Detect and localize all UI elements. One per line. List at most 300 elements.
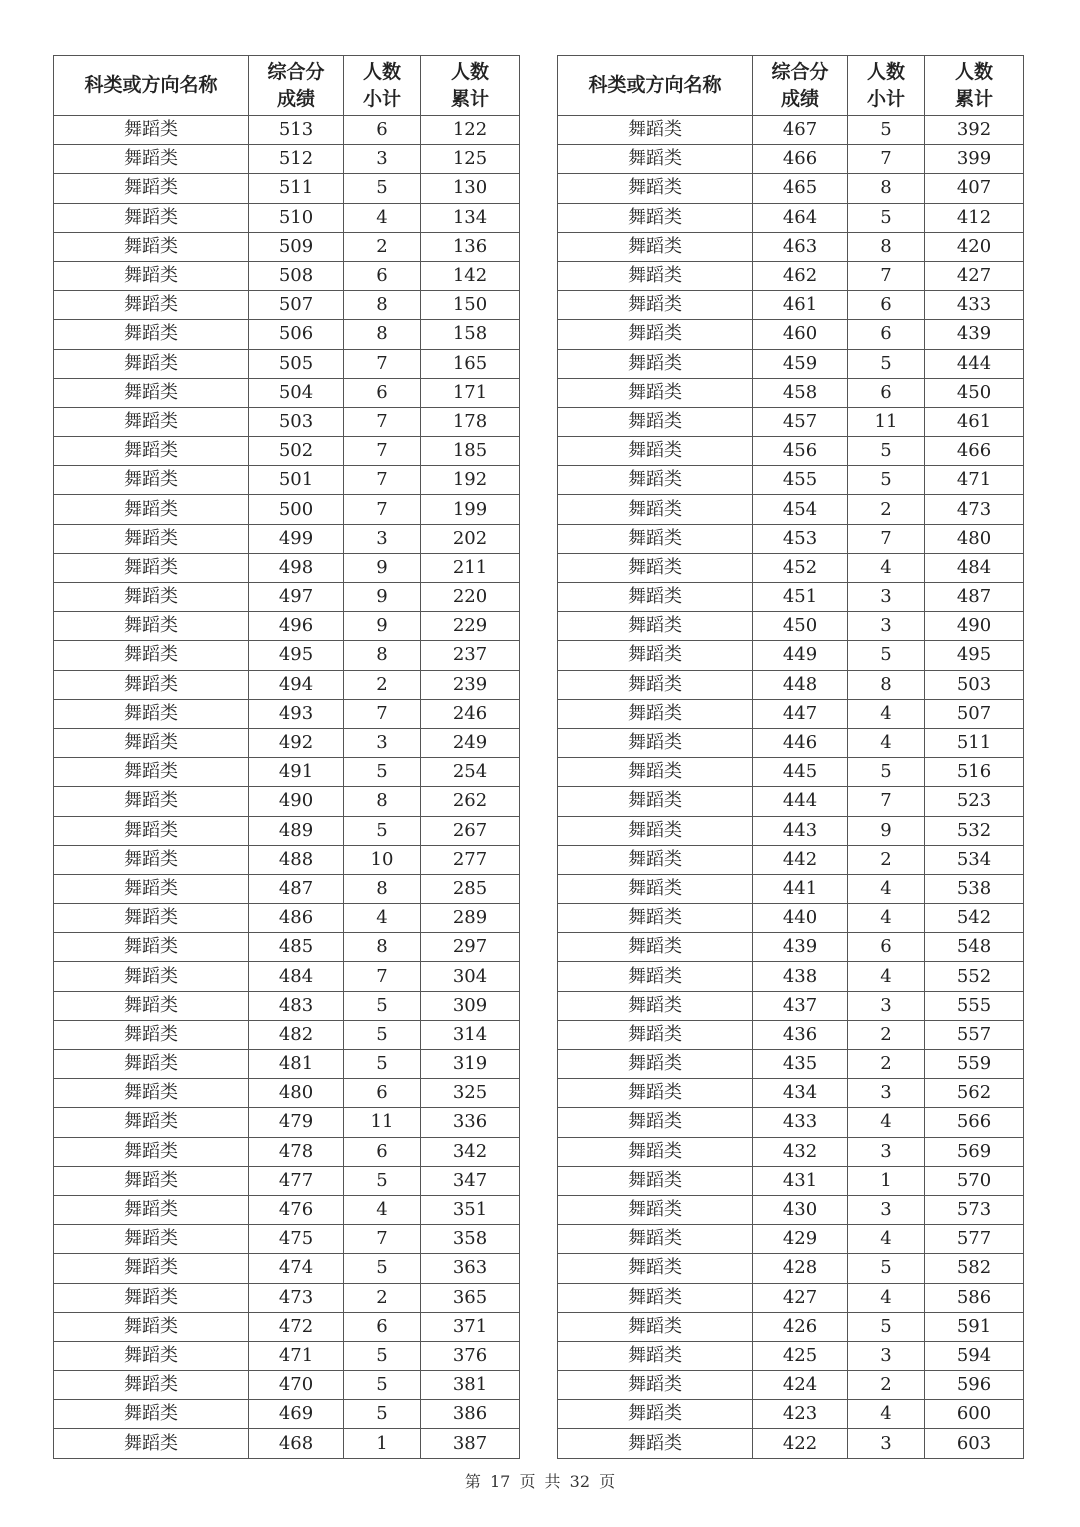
cell-cumulative: 487 bbox=[925, 583, 1024, 612]
cell-subtotal: 2 bbox=[848, 495, 925, 524]
cell-name: 舞蹈类 bbox=[558, 904, 753, 933]
table-row bbox=[54, 699, 520, 728]
cell-score: 461 bbox=[753, 291, 848, 320]
cell-cumulative: 507 bbox=[925, 699, 1024, 728]
cell-score: 431 bbox=[753, 1166, 848, 1195]
cell-cumulative: 484 bbox=[925, 553, 1024, 582]
cell-score: 430 bbox=[753, 1195, 848, 1224]
cell-name: 舞蹈类 bbox=[558, 728, 753, 757]
page-footer bbox=[0, 1469, 1080, 1492]
cell-name: 舞蹈类 bbox=[54, 349, 249, 378]
table-row bbox=[54, 203, 520, 232]
cell-score: 445 bbox=[753, 758, 848, 787]
header-name-text: 科类或方向名称 bbox=[84, 74, 218, 96]
header-score-line2: 成绩 bbox=[276, 87, 315, 110]
cell-subtotal: 5 bbox=[848, 466, 925, 495]
cell-name: 舞蹈类 bbox=[54, 933, 249, 962]
cell-cumulative: 165 bbox=[421, 349, 520, 378]
cell-score: 427 bbox=[753, 1283, 848, 1312]
cell-name: 舞蹈类 bbox=[558, 1108, 753, 1137]
header-subtotal bbox=[344, 56, 421, 116]
cell-subtotal: 5 bbox=[848, 641, 925, 670]
cell-subtotal: 5 bbox=[344, 1020, 421, 1049]
cell-name: 舞蹈类 bbox=[558, 1341, 753, 1370]
cell-subtotal: 5 bbox=[848, 349, 925, 378]
cell-name: 舞蹈类 bbox=[558, 466, 753, 495]
cell-cumulative: 158 bbox=[421, 320, 520, 349]
table-row bbox=[54, 758, 520, 787]
cell-name: 舞蹈类 bbox=[558, 699, 753, 728]
cell-subtotal: 3 bbox=[344, 524, 421, 553]
cell-subtotal: 5 bbox=[344, 1400, 421, 1429]
cell-score: 422 bbox=[753, 1429, 848, 1458]
cell-name: 舞蹈类 bbox=[54, 728, 249, 757]
cell-name: 舞蹈类 bbox=[558, 1283, 753, 1312]
cell-name: 舞蹈类 bbox=[558, 787, 753, 816]
cell-subtotal: 7 bbox=[344, 1225, 421, 1254]
cell-subtotal: 7 bbox=[344, 349, 421, 378]
table-row bbox=[558, 1225, 1024, 1254]
table-row bbox=[558, 1108, 1024, 1137]
cell-score: 498 bbox=[249, 553, 344, 582]
cell-cumulative: 582 bbox=[925, 1254, 1024, 1283]
cell-score: 489 bbox=[249, 816, 344, 845]
cell-name: 舞蹈类 bbox=[54, 845, 249, 874]
header-subtotal-line2: 小计 bbox=[362, 87, 401, 110]
table-row bbox=[558, 1020, 1024, 1049]
cell-subtotal: 8 bbox=[848, 232, 925, 261]
cell-cumulative: 480 bbox=[925, 524, 1024, 553]
cell-score: 459 bbox=[753, 349, 848, 378]
cell-score: 500 bbox=[249, 495, 344, 524]
cell-cumulative: 466 bbox=[925, 437, 1024, 466]
cell-subtotal: 6 bbox=[344, 261, 421, 290]
cell-subtotal: 7 bbox=[848, 261, 925, 290]
cell-name: 舞蹈类 bbox=[558, 437, 753, 466]
cell-score: 494 bbox=[249, 670, 344, 699]
cell-cumulative: 450 bbox=[925, 378, 1024, 407]
cell-subtotal: 1 bbox=[848, 1166, 925, 1195]
cell-name: 舞蹈类 bbox=[54, 1225, 249, 1254]
header-subtotal bbox=[848, 56, 925, 116]
cell-cumulative: 178 bbox=[421, 407, 520, 436]
cell-score: 428 bbox=[753, 1254, 848, 1283]
header-score bbox=[249, 56, 344, 116]
table-row bbox=[54, 466, 520, 495]
cell-subtotal: 5 bbox=[848, 116, 925, 145]
cell-score: 437 bbox=[753, 991, 848, 1020]
cell-name: 舞蹈类 bbox=[54, 145, 249, 174]
cell-score: 467 bbox=[753, 116, 848, 145]
cell-score: 473 bbox=[249, 1283, 344, 1312]
table-row bbox=[558, 261, 1024, 290]
cell-name: 舞蹈类 bbox=[558, 1400, 753, 1429]
cell-name: 舞蹈类 bbox=[54, 1371, 249, 1400]
cell-name: 舞蹈类 bbox=[558, 612, 753, 641]
footer-suffix: 页 bbox=[599, 1472, 616, 1491]
cell-name: 舞蹈类 bbox=[54, 466, 249, 495]
cell-name: 舞蹈类 bbox=[54, 1312, 249, 1341]
cell-subtotal: 8 bbox=[344, 641, 421, 670]
cell-subtotal: 5 bbox=[344, 816, 421, 845]
cell-name: 舞蹈类 bbox=[558, 670, 753, 699]
cell-subtotal: 4 bbox=[848, 728, 925, 757]
cell-subtotal: 3 bbox=[848, 1195, 925, 1224]
table-row bbox=[558, 758, 1024, 787]
cell-name: 舞蹈类 bbox=[558, 291, 753, 320]
cell-score: 469 bbox=[249, 1400, 344, 1429]
cell-name: 舞蹈类 bbox=[558, 845, 753, 874]
table-row bbox=[54, 845, 520, 874]
table-row bbox=[54, 261, 520, 290]
cell-score: 512 bbox=[249, 145, 344, 174]
cell-score: 436 bbox=[753, 1020, 848, 1049]
cell-name: 舞蹈类 bbox=[558, 641, 753, 670]
cell-subtotal: 6 bbox=[344, 378, 421, 407]
cell-name: 舞蹈类 bbox=[54, 174, 249, 203]
cell-subtotal: 7 bbox=[344, 466, 421, 495]
cell-score: 438 bbox=[753, 962, 848, 991]
table-row bbox=[558, 232, 1024, 261]
cell-score: 463 bbox=[753, 232, 848, 261]
cell-subtotal: 8 bbox=[344, 320, 421, 349]
cell-score: 452 bbox=[753, 553, 848, 582]
cell-cumulative: 538 bbox=[925, 874, 1024, 903]
table-row bbox=[54, 553, 520, 582]
table-row bbox=[558, 845, 1024, 874]
cell-subtotal: 5 bbox=[344, 1371, 421, 1400]
cell-subtotal: 8 bbox=[848, 670, 925, 699]
cell-cumulative: 516 bbox=[925, 758, 1024, 787]
cell-score: 460 bbox=[753, 320, 848, 349]
table-body-left bbox=[54, 116, 520, 1459]
cell-name: 舞蹈类 bbox=[54, 291, 249, 320]
cell-score: 468 bbox=[249, 1429, 344, 1458]
cell-name: 舞蹈类 bbox=[558, 874, 753, 903]
cell-subtotal: 4 bbox=[848, 904, 925, 933]
table-row bbox=[54, 378, 520, 407]
cell-subtotal: 4 bbox=[848, 553, 925, 582]
table-row bbox=[558, 641, 1024, 670]
cell-subtotal: 5 bbox=[848, 758, 925, 787]
cell-score: 439 bbox=[753, 933, 848, 962]
table-row bbox=[558, 291, 1024, 320]
cell-score: 451 bbox=[753, 583, 848, 612]
cell-score: 440 bbox=[753, 904, 848, 933]
cell-score: 426 bbox=[753, 1312, 848, 1341]
cell-cumulative: 309 bbox=[421, 991, 520, 1020]
cell-score: 465 bbox=[753, 174, 848, 203]
header-subtotal-line1: 人数 bbox=[362, 60, 401, 83]
cell-score: 476 bbox=[249, 1195, 344, 1224]
cell-subtotal: 7 bbox=[344, 407, 421, 436]
cell-score: 483 bbox=[249, 991, 344, 1020]
cell-subtotal: 10 bbox=[344, 845, 421, 874]
cell-subtotal: 7 bbox=[344, 437, 421, 466]
cell-score: 466 bbox=[753, 145, 848, 174]
cell-cumulative: 136 bbox=[421, 232, 520, 261]
cell-cumulative: 376 bbox=[421, 1341, 520, 1370]
cell-name: 舞蹈类 bbox=[54, 320, 249, 349]
cell-subtotal: 11 bbox=[344, 1108, 421, 1137]
cell-name: 舞蹈类 bbox=[54, 524, 249, 553]
cell-cumulative: 325 bbox=[421, 1079, 520, 1108]
cell-cumulative: 347 bbox=[421, 1166, 520, 1195]
cell-name: 舞蹈类 bbox=[54, 378, 249, 407]
table-row bbox=[558, 1312, 1024, 1341]
table-row bbox=[54, 145, 520, 174]
table-row bbox=[558, 116, 1024, 145]
cell-score: 505 bbox=[249, 349, 344, 378]
table-row bbox=[54, 816, 520, 845]
cell-subtotal: 4 bbox=[848, 699, 925, 728]
cell-subtotal: 3 bbox=[848, 583, 925, 612]
cell-subtotal: 4 bbox=[848, 962, 925, 991]
table-row bbox=[558, 1050, 1024, 1079]
table-row bbox=[558, 145, 1024, 174]
cell-cumulative: 420 bbox=[925, 232, 1024, 261]
cell-name: 舞蹈类 bbox=[54, 991, 249, 1020]
cell-cumulative: 262 bbox=[421, 787, 520, 816]
cell-subtotal: 7 bbox=[344, 699, 421, 728]
cell-subtotal: 5 bbox=[344, 991, 421, 1020]
cell-subtotal: 3 bbox=[848, 1137, 925, 1166]
table-row bbox=[54, 641, 520, 670]
cell-subtotal: 4 bbox=[848, 1108, 925, 1137]
cell-subtotal: 2 bbox=[344, 670, 421, 699]
footer-middle: 页 共 bbox=[519, 1472, 561, 1491]
cell-cumulative: 471 bbox=[925, 466, 1024, 495]
cell-subtotal: 2 bbox=[848, 1020, 925, 1049]
cell-score: 456 bbox=[753, 437, 848, 466]
cell-cumulative: 573 bbox=[925, 1195, 1024, 1224]
cell-score: 496 bbox=[249, 612, 344, 641]
table-row bbox=[54, 1137, 520, 1166]
cell-name: 舞蹈类 bbox=[54, 1341, 249, 1370]
cell-cumulative: 229 bbox=[421, 612, 520, 641]
cell-cumulative: 185 bbox=[421, 437, 520, 466]
table-row bbox=[558, 1079, 1024, 1108]
cell-subtotal: 6 bbox=[344, 116, 421, 145]
table-row bbox=[54, 583, 520, 612]
cell-name: 舞蹈类 bbox=[54, 1137, 249, 1166]
cell-cumulative: 566 bbox=[925, 1108, 1024, 1137]
cell-name: 舞蹈类 bbox=[54, 1050, 249, 1079]
cell-name: 舞蹈类 bbox=[558, 816, 753, 845]
cell-subtotal: 5 bbox=[344, 174, 421, 203]
cell-name: 舞蹈类 bbox=[54, 1079, 249, 1108]
table-row bbox=[558, 728, 1024, 757]
table-row bbox=[558, 1400, 1024, 1429]
cell-cumulative: 557 bbox=[925, 1020, 1024, 1049]
table-row bbox=[558, 174, 1024, 203]
table-row bbox=[54, 1400, 520, 1429]
table-row bbox=[54, 1341, 520, 1370]
header-name bbox=[558, 56, 753, 116]
cell-name: 舞蹈类 bbox=[54, 670, 249, 699]
cell-score: 509 bbox=[249, 232, 344, 261]
cell-cumulative: 342 bbox=[421, 1137, 520, 1166]
cell-subtotal: 6 bbox=[848, 933, 925, 962]
cell-cumulative: 461 bbox=[925, 407, 1024, 436]
cell-name: 舞蹈类 bbox=[558, 203, 753, 232]
table-row bbox=[558, 1429, 1024, 1458]
cell-subtotal: 4 bbox=[848, 1225, 925, 1254]
header-cumulative-line2: 累计 bbox=[954, 87, 993, 110]
score-table-left bbox=[53, 55, 520, 1459]
cell-cumulative: 237 bbox=[421, 641, 520, 670]
cell-cumulative: 289 bbox=[421, 904, 520, 933]
cell-subtotal: 8 bbox=[848, 174, 925, 203]
cell-score: 435 bbox=[753, 1050, 848, 1079]
cell-name: 舞蹈类 bbox=[54, 495, 249, 524]
table-row bbox=[558, 933, 1024, 962]
cell-cumulative: 433 bbox=[925, 291, 1024, 320]
cell-name: 舞蹈类 bbox=[54, 962, 249, 991]
cell-name: 舞蹈类 bbox=[54, 203, 249, 232]
cell-subtotal: 2 bbox=[848, 1050, 925, 1079]
cell-score: 472 bbox=[249, 1312, 344, 1341]
table-row bbox=[54, 291, 520, 320]
cell-score: 491 bbox=[249, 758, 344, 787]
table-row bbox=[558, 320, 1024, 349]
cell-score: 482 bbox=[249, 1020, 344, 1049]
header-score-line1: 综合分 bbox=[771, 60, 829, 83]
cell-cumulative: 304 bbox=[421, 962, 520, 991]
cell-cumulative: 511 bbox=[925, 728, 1024, 757]
table-row bbox=[54, 1079, 520, 1108]
cell-subtotal: 4 bbox=[848, 1400, 925, 1429]
cell-score: 502 bbox=[249, 437, 344, 466]
cell-name: 舞蹈类 bbox=[558, 553, 753, 582]
cell-subtotal: 5 bbox=[344, 1050, 421, 1079]
cell-subtotal: 8 bbox=[344, 291, 421, 320]
cell-subtotal: 6 bbox=[344, 1137, 421, 1166]
cell-cumulative: 534 bbox=[925, 845, 1024, 874]
cell-name: 舞蹈类 bbox=[54, 553, 249, 582]
cell-name: 舞蹈类 bbox=[558, 962, 753, 991]
cell-name: 舞蹈类 bbox=[54, 1429, 249, 1458]
table-row bbox=[54, 933, 520, 962]
cell-name: 舞蹈类 bbox=[54, 1166, 249, 1195]
table-row bbox=[54, 1312, 520, 1341]
cell-subtotal: 3 bbox=[848, 1429, 925, 1458]
table-row bbox=[54, 1283, 520, 1312]
cell-score: 499 bbox=[249, 524, 344, 553]
cell-cumulative: 192 bbox=[421, 466, 520, 495]
cell-cumulative: 412 bbox=[925, 203, 1024, 232]
table-row bbox=[558, 583, 1024, 612]
table-row bbox=[558, 1137, 1024, 1166]
cell-subtotal: 9 bbox=[848, 816, 925, 845]
cell-cumulative: 220 bbox=[421, 583, 520, 612]
cell-subtotal: 6 bbox=[848, 291, 925, 320]
cell-cumulative: 122 bbox=[421, 116, 520, 145]
cell-name: 舞蹈类 bbox=[558, 1429, 753, 1458]
cell-cumulative: 555 bbox=[925, 991, 1024, 1020]
cell-subtotal: 3 bbox=[848, 1079, 925, 1108]
cell-cumulative: 381 bbox=[421, 1371, 520, 1400]
cell-subtotal: 6 bbox=[848, 378, 925, 407]
table-row bbox=[54, 991, 520, 1020]
cell-cumulative: 249 bbox=[421, 728, 520, 757]
cell-score: 493 bbox=[249, 699, 344, 728]
cell-score: 495 bbox=[249, 641, 344, 670]
header-cumulative-line1: 人数 bbox=[954, 60, 993, 83]
table-row bbox=[54, 1225, 520, 1254]
table-row bbox=[54, 232, 520, 261]
cell-name: 舞蹈类 bbox=[54, 232, 249, 261]
cell-subtotal: 5 bbox=[848, 1254, 925, 1283]
cell-subtotal: 9 bbox=[344, 612, 421, 641]
cell-cumulative: 134 bbox=[421, 203, 520, 232]
header-cumulative-line1: 人数 bbox=[450, 60, 489, 83]
cell-score: 501 bbox=[249, 466, 344, 495]
cell-cumulative: 314 bbox=[421, 1020, 520, 1049]
header-name-text: 科类或方向名称 bbox=[588, 74, 722, 96]
cell-cumulative: 548 bbox=[925, 933, 1024, 962]
cell-name: 舞蹈类 bbox=[54, 904, 249, 933]
cell-cumulative: 444 bbox=[925, 349, 1024, 378]
cell-score: 471 bbox=[249, 1341, 344, 1370]
cell-cumulative: 386 bbox=[421, 1400, 520, 1429]
cell-score: 484 bbox=[249, 962, 344, 991]
cell-cumulative: 351 bbox=[421, 1195, 520, 1224]
cell-name: 舞蹈类 bbox=[558, 1225, 753, 1254]
cell-cumulative: 371 bbox=[421, 1312, 520, 1341]
cell-name: 舞蹈类 bbox=[54, 758, 249, 787]
cell-name: 舞蹈类 bbox=[558, 1050, 753, 1079]
cell-score: 462 bbox=[753, 261, 848, 290]
cell-score: 508 bbox=[249, 261, 344, 290]
cell-subtotal: 6 bbox=[848, 320, 925, 349]
table-row bbox=[558, 1371, 1024, 1400]
cell-score: 479 bbox=[249, 1108, 344, 1137]
table-header-row bbox=[558, 56, 1024, 116]
table-row bbox=[54, 1020, 520, 1049]
cell-subtotal: 3 bbox=[848, 612, 925, 641]
cell-cumulative: 125 bbox=[421, 145, 520, 174]
cell-name: 舞蹈类 bbox=[54, 1195, 249, 1224]
cell-score: 447 bbox=[753, 699, 848, 728]
cell-cumulative: 319 bbox=[421, 1050, 520, 1079]
cell-name: 舞蹈类 bbox=[558, 116, 753, 145]
cell-subtotal: 9 bbox=[344, 583, 421, 612]
table-row bbox=[558, 874, 1024, 903]
header-cumulative bbox=[925, 56, 1024, 116]
table-row bbox=[558, 524, 1024, 553]
table-row bbox=[558, 612, 1024, 641]
cell-subtotal: 5 bbox=[344, 1254, 421, 1283]
cell-subtotal: 1 bbox=[344, 1429, 421, 1458]
cell-cumulative: 523 bbox=[925, 787, 1024, 816]
cell-cumulative: 594 bbox=[925, 1341, 1024, 1370]
cell-cumulative: 365 bbox=[421, 1283, 520, 1312]
cell-name: 舞蹈类 bbox=[54, 1020, 249, 1049]
table-row bbox=[54, 349, 520, 378]
cell-score: 454 bbox=[753, 495, 848, 524]
cell-cumulative: 363 bbox=[421, 1254, 520, 1283]
cell-name: 舞蹈类 bbox=[558, 1079, 753, 1108]
cell-score: 474 bbox=[249, 1254, 344, 1283]
cell-name: 舞蹈类 bbox=[54, 612, 249, 641]
cell-score: 503 bbox=[249, 407, 344, 436]
cell-cumulative: 586 bbox=[925, 1283, 1024, 1312]
cell-name: 舞蹈类 bbox=[558, 1254, 753, 1283]
cell-subtotal: 7 bbox=[848, 524, 925, 553]
cell-cumulative: 239 bbox=[421, 670, 520, 699]
cell-score: 457 bbox=[753, 407, 848, 436]
